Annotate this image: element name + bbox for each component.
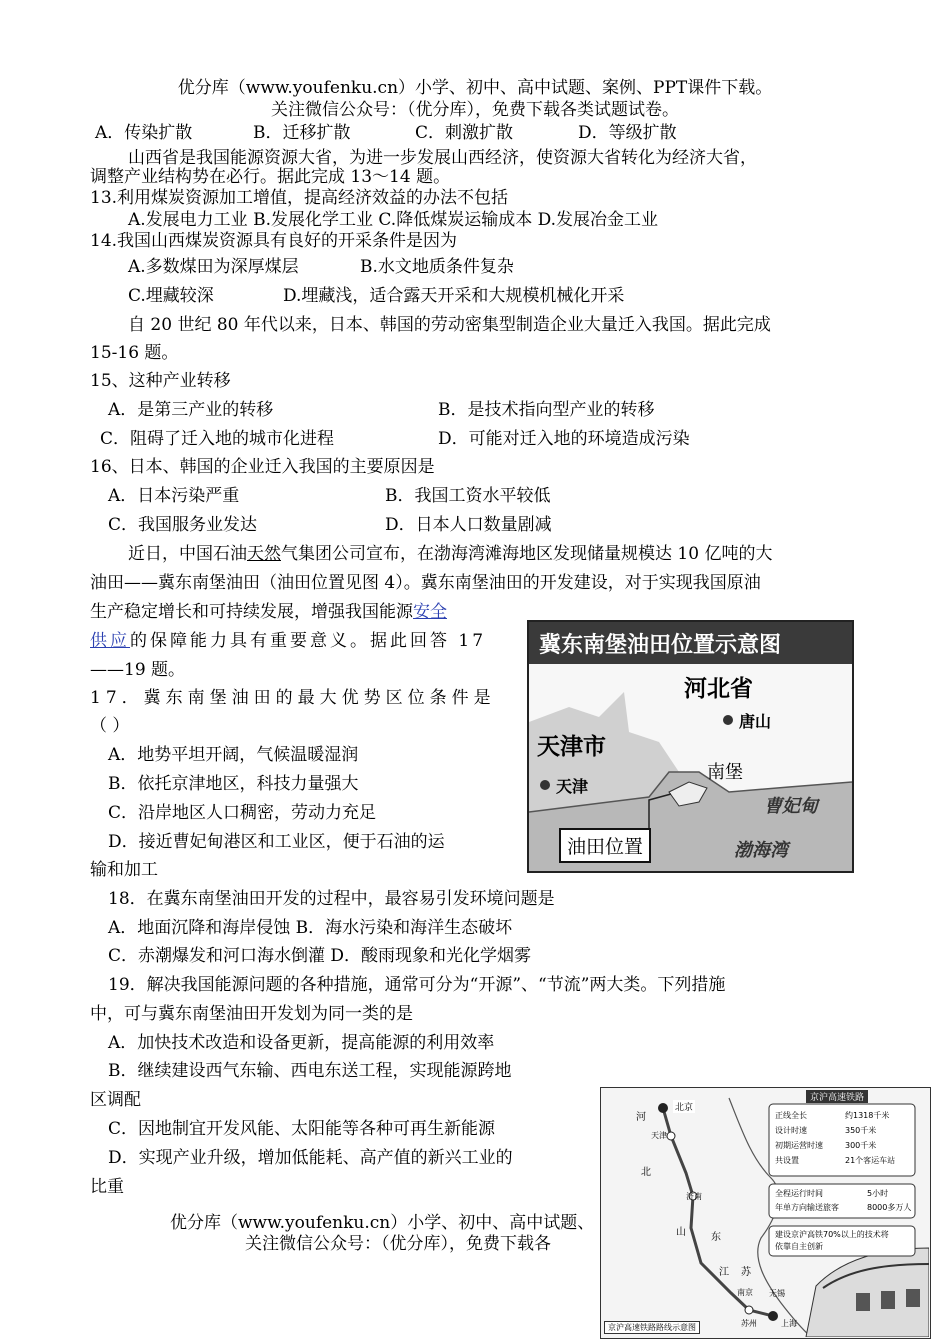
q18-options-cd: C．赤潮爆发和河口海水倒灌 D．酸雨现象和光化学烟雾 (108, 946, 532, 966)
rail-stat-label: 设计时速 (775, 1126, 807, 1135)
q17-stem: 17．冀东南堡油田的最大优势区位条件是 (90, 688, 496, 708)
station-suzhou: 苏州 (741, 1319, 757, 1328)
q15-option-b: B．是技术指向型产业的转移 (438, 400, 655, 420)
oil-map-field-label: 油田位置 (559, 828, 651, 863)
rail-stat-row (775, 1153, 895, 1168)
rail-stat-value: 300千米 (845, 1141, 877, 1150)
rail-time-label: 全程运行时间 (775, 1189, 823, 1198)
rail-stat-label: 共设置 (775, 1156, 799, 1165)
oil-field-map (527, 620, 854, 873)
header-line-2: 关注微信公众号：（优分库），免费下载各类试题试卷。 (271, 100, 679, 120)
rail-map-caption: 京沪高速铁路路线示意图 (604, 1321, 700, 1334)
q18-stem: 18．在冀东南堡油田开发的过程中，最容易引发环境问题是 (108, 889, 555, 909)
intro3-line-5: ——19 题。 (90, 660, 186, 680)
intro3-link-supply[interactable]: 供应 (90, 631, 130, 651)
q17-option-c: C．沿岸地区人口稠密，劳动力充足 (108, 803, 377, 823)
rail-volume-row (775, 1201, 911, 1215)
station-beijing: 北京 (673, 1100, 695, 1113)
q17-option-b: B．依托京津地区，科技力量强大 (108, 774, 359, 794)
station-tianjin: 天津 (651, 1131, 667, 1140)
province-label: 苏 (741, 1267, 751, 1278)
intro3-underlined: 天然 (247, 544, 281, 564)
intro3-line-2: 油田——冀东南堡油田（油田位置见图 4）。冀东南堡油田的开发建设，对于实现我国原油 (90, 573, 761, 593)
q17-option-d-2: 输和加工 (90, 860, 158, 880)
q19-stem-2: 中，可与冀东南堡油田开发划为同一类的是 (90, 1004, 413, 1024)
intro3-text-a: 近日，中国石油 (128, 544, 247, 564)
q17-paren: （ ） (90, 716, 130, 736)
rail-time-row (775, 1187, 911, 1201)
q15-option-c: C．阻碍了迁入地的城市化进程 (100, 429, 335, 449)
rail-stat-row (775, 1138, 895, 1153)
intro3-line-4 (90, 630, 486, 652)
q15-option-a: A．是第三产业的转移 (108, 400, 274, 420)
rail-volume-value: 8000多万人 (867, 1203, 912, 1212)
q12-option-c: C．刺激扩散 (415, 123, 514, 143)
q14-option-b: B.水文地质条件复杂 (360, 257, 514, 277)
province-label: 北 (641, 1167, 651, 1178)
intro1-line-1: 山西省是我国能源资源大省，为进一步发展山西经济，使资源大省转化为经济大省， (128, 148, 757, 168)
rail-time-box (775, 1187, 911, 1215)
rail-stat-value: 21个客运车站 (845, 1156, 896, 1165)
rail-stat-value: 350千米 (845, 1126, 877, 1135)
rail-tech-note-1: 建设京沪高铁70%以上的技术将 (775, 1230, 889, 1239)
oil-map-province: 河北省 (684, 676, 753, 702)
intro3-line-3 (90, 601, 447, 623)
q16-option-d: D．日本人口数量剧减 (385, 515, 552, 535)
intro3-text-c: 生产稳定增长和可持续发展，增强我国能源 (90, 602, 413, 622)
intro3-link-security[interactable]: 安全 (413, 602, 447, 622)
province-label: 山 (676, 1227, 686, 1238)
q15-option-d: D．可能对迁入地的环境造成污染 (438, 429, 690, 449)
rail-stats (775, 1108, 895, 1168)
q16-option-a: A．日本污染严重 (108, 486, 240, 506)
q19-option-d-2: 比重 (90, 1177, 124, 1197)
province-label: 江 (719, 1267, 729, 1278)
station-wuxi: 无锡 (769, 1289, 785, 1298)
q14-stem: 14.我国山西煤炭资源具有良好的开采条件是因为 (90, 231, 458, 251)
q15-stem: 15、这种产业转移 (90, 371, 231, 391)
intro1-line-2: 调整产业结构势在必行。据此完成 13～14 题。 (90, 167, 451, 187)
oil-map-tangshan: 唐山 (739, 712, 772, 731)
q16-option-c: C．我国服务业发达 (108, 515, 258, 535)
oil-map-title: 冀东南堡油田位置示意图 (539, 633, 782, 658)
intro3-text-b: 气集团公司宣布，在渤海湾滩海地区发现储量规模达 10 亿吨的大 (281, 544, 773, 564)
intro2-line-1: 自 20 世纪 80 年代以来，日本、韩国的劳动密集型制造企业大量迁入我国。据此完成 (128, 315, 771, 335)
station-jinan: 济南 (686, 1192, 702, 1201)
oil-map-tianjin-city: 天津市 (537, 734, 606, 760)
rail-stat-value: 约1318千米 (845, 1111, 890, 1120)
q13-stem: 13.利用煤炭资源加工增值，提高经济效益的办法不包括 (90, 188, 509, 208)
q14-option-d: D.埋藏浅，适合露天开采和大规模机械化开采 (283, 286, 625, 306)
q17-option-a: A．地势平坦开阔，气候温暖湿润 (108, 745, 359, 765)
intro2-line-2: 15-16 题。 (90, 343, 179, 363)
intro3-line-1 (128, 543, 772, 565)
rail-tech-note (775, 1229, 889, 1253)
oil-map-nanpu: 南堡 (707, 762, 743, 783)
oil-map-bohai-bay: 渤海湾 (734, 840, 788, 861)
oil-map-tianjin: 天津 (556, 777, 589, 796)
oil-map-caofeidian: 曹妃甸 (764, 796, 818, 817)
q19-option-b-1: B．继续建设西气东输、西电东送工程，实现能源跨地 (108, 1061, 512, 1081)
rail-volume-label: 年单方向输送旅客 (775, 1203, 839, 1212)
q18-options-ab: A．地面沉降和海岸侵蚀 B．海水污染和海洋生态破坏 (108, 918, 513, 938)
station-nanjing: 南京 (737, 1288, 753, 1297)
header-line-1: 优分库（www.youfenku.cn）小学、初中、高中试题、案例、PPT课件下载。 (177, 78, 773, 98)
footer-line-1: 优分库（www.youfenku.cn）小学、初中、高中试题、 (170, 1213, 595, 1233)
q16-stem: 16、日本、韩国的企业迁入我国的主要原因是 (90, 457, 435, 477)
intro3-text-d: 的保障能力具有重要意义。据此回答 17 (130, 631, 487, 651)
rail-map-title: 京沪高速铁路 (806, 1090, 868, 1103)
q14-option-c: C.埋藏较深 (128, 286, 214, 306)
footer-line-2: 关注微信公众号：（优分库），免费下载各 (245, 1234, 551, 1254)
q17-option-d-1: D．接近曹妃甸港区和工业区，便于石油的运 (108, 832, 445, 852)
q12-option-a: A．传染扩散 (95, 123, 193, 143)
q13-options: A.发展电力工业 B.发展化学工业 C.降低煤炭运输成本 D.发展冶金工业 (128, 210, 659, 230)
railway-map (600, 1087, 931, 1339)
rail-tech-note-2: 依靠自主创新 (775, 1242, 823, 1251)
q19-option-c: C．因地制宜开发风能、太阳能等各种可再生新能源 (108, 1119, 496, 1139)
province-label: 河 (636, 1112, 646, 1123)
station-shanghai: 上海 (781, 1319, 797, 1328)
q14-option-a: A.多数煤田为深厚煤层 (128, 257, 299, 277)
rail-stat-label: 初期运营时速 (775, 1141, 823, 1150)
rail-stat-row (775, 1123, 895, 1138)
q19-option-b-2: 区调配 (90, 1090, 141, 1110)
q12-option-d: D．等级扩散 (578, 123, 677, 143)
q16-option-b: B．我国工资水平较低 (385, 486, 551, 506)
q19-option-d-1: D．实现产业升级，增加低能耗、高产值的新兴工业的 (108, 1148, 513, 1168)
rail-stat-row (775, 1108, 895, 1123)
province-label: 东 (711, 1232, 721, 1243)
q19-stem-1: 19．解决我国能源问题的各种措施，通常可分为“开源”、“节流”两大类。下列措施 (108, 975, 726, 995)
q12-option-b: B．迁移扩散 (253, 123, 351, 143)
rail-stat-label: 正线全长 (775, 1111, 807, 1120)
rail-time-value: 5小时 (867, 1189, 889, 1198)
q19-option-a: A．加快技术改造和设备更新，提高能源的利用效率 (108, 1033, 495, 1053)
